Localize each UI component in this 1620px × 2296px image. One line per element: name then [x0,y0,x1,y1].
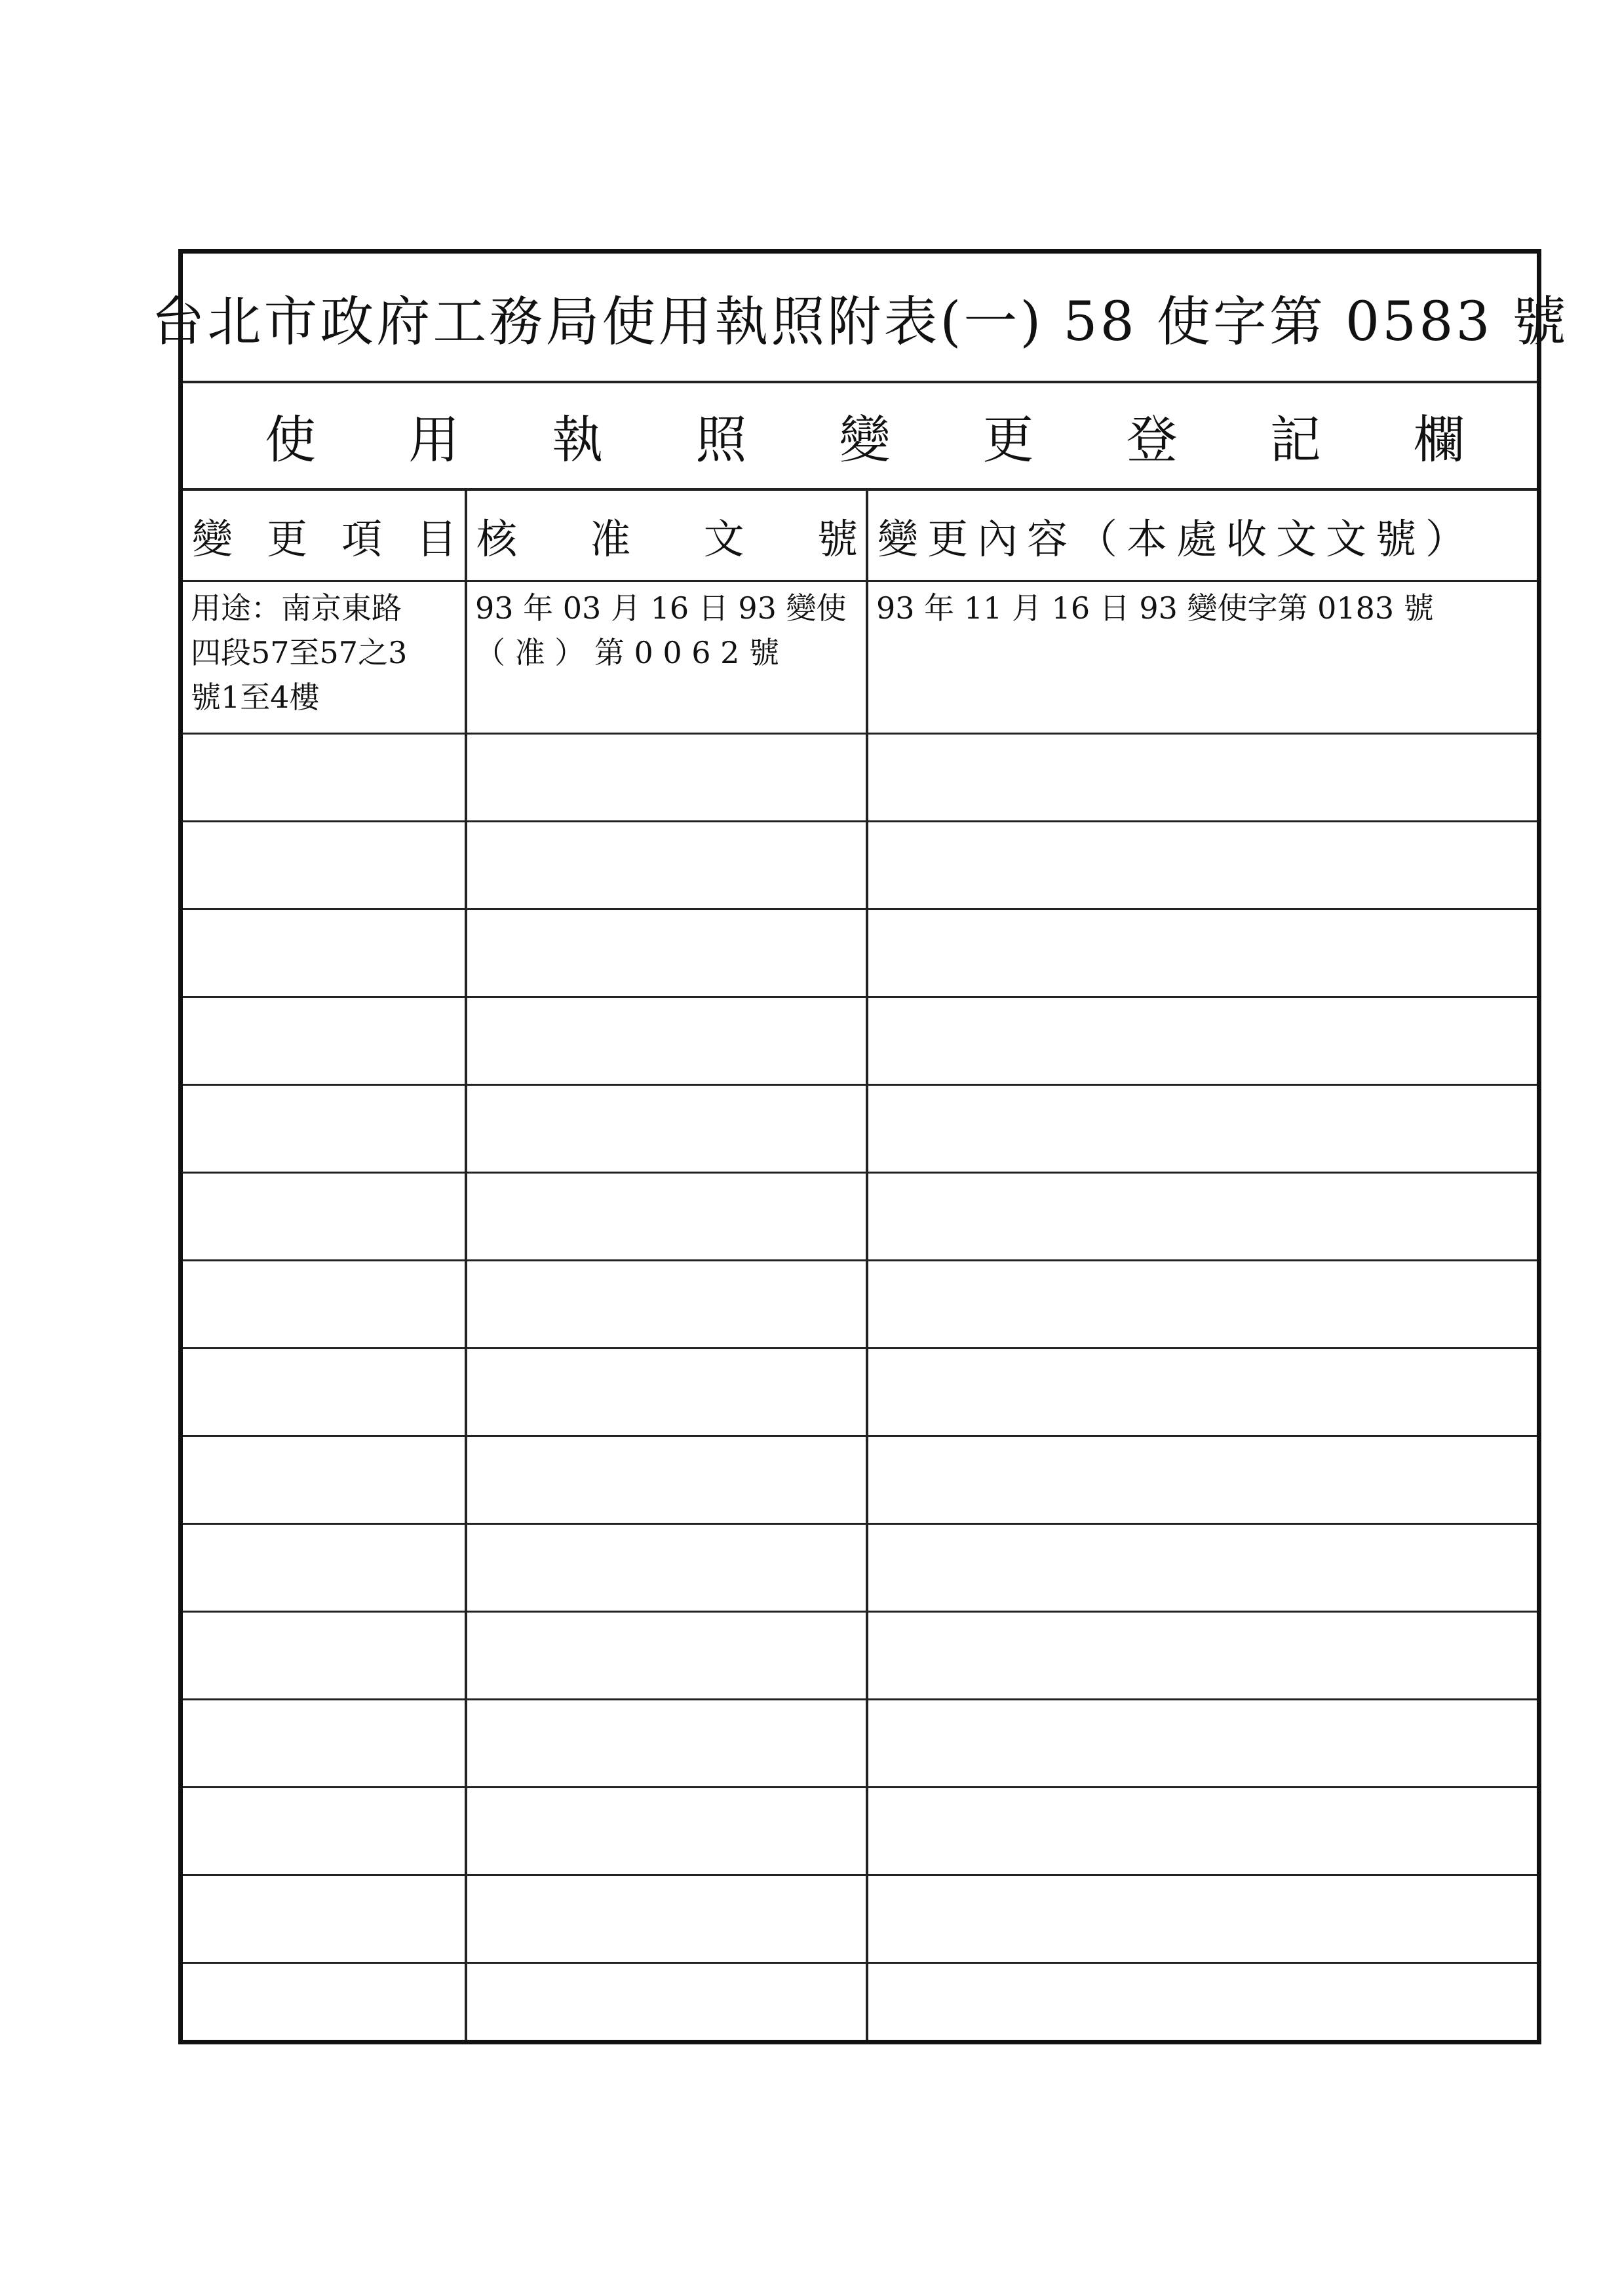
banner-char: 登 [1126,411,1178,470]
row-1-item-line: 號1至4樓 [191,679,320,715]
row-divider [183,1611,1537,1613]
row-1-content-line: 93 年 11 月 16 日 93 變使字第 0183 號 [876,590,1434,626]
row-1-item-line: 用途：南京東路 [191,590,402,626]
row-divider [183,996,1537,998]
banner-char: 變 [839,411,891,470]
row-divider [183,1172,1537,1174]
header-char: 變 [192,514,233,563]
row-divider [183,733,1537,735]
row-divider [183,1084,1537,1086]
change-record-table [183,491,1537,2040]
row-divider [183,1259,1537,1261]
header-char: 更 [266,514,307,563]
change-registration-banner [183,383,1537,491]
row-divider [183,820,1537,822]
row-divider [183,1698,1537,1700]
header-char: 項 [341,514,382,563]
row-divider [183,1874,1537,1876]
row-1-change-content [868,582,1537,733]
document-title: 台北市政府工務局使用執照附表(一) 58 使字第 0583 號 [183,254,1537,383]
banner-char: 用 [408,411,460,470]
header-approval-number [467,491,866,580]
header-char: 文 [703,514,744,563]
banner-char: 執 [552,411,604,470]
header-char: 號 [817,514,858,563]
banner-char: 更 [982,411,1034,470]
row-1-change-item [183,582,465,733]
row-divider [183,1435,1537,1437]
header-change-item [183,491,465,580]
row-1-approval-line: 93 年 03 月 16 日 93 變使 [475,590,847,626]
row-divider [183,1347,1537,1349]
header-char: 目 [415,514,457,563]
row-divider [183,908,1537,910]
row-1-approval-line: （ 准 ） 第 0 0 6 2 號 [475,635,780,670]
row-divider [183,1523,1537,1525]
banner-char: 使 [265,411,317,470]
row-divider [183,1786,1537,1788]
banner-char: 欄 [1413,411,1465,470]
banner-char: 記 [1269,411,1321,470]
license-attachment-sheet [151,249,1569,2044]
row-divider [183,1962,1537,1964]
row-1-approval-number [467,582,866,733]
banner-char: 照 [695,411,747,470]
header-char: 核 [476,514,518,563]
header-change-content: 變更內容（本處收文文號） [878,514,1476,563]
header-char: 准 [590,514,631,563]
row-1-item-line: 四段57至57之3 [191,635,408,670]
